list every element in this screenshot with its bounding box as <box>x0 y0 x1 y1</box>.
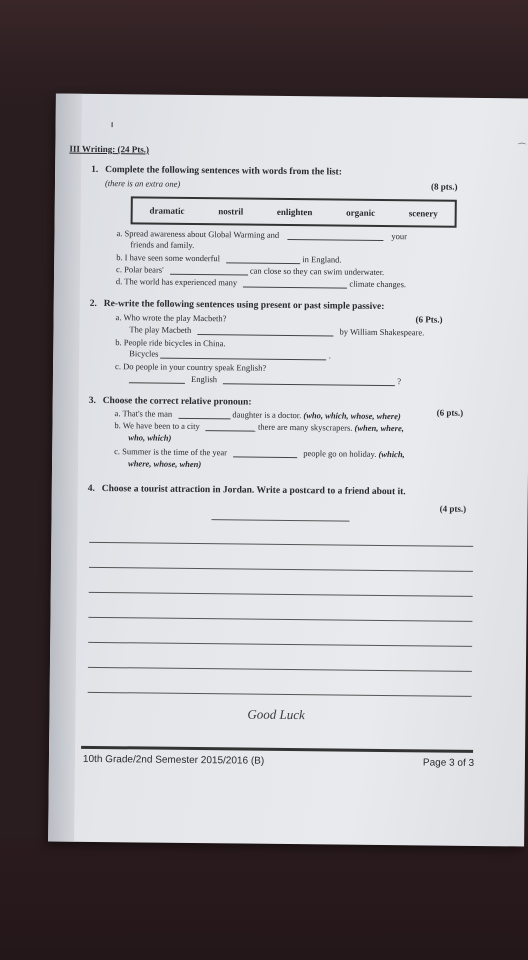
q1-item-d <box>116 276 406 289</box>
q1-item-b <box>116 252 341 264</box>
item-letter: b. <box>114 420 121 431</box>
q3-item-a <box>115 408 401 421</box>
answer-end: by William Shakespeare. <box>339 326 425 338</box>
pen-mark <box>112 122 113 127</box>
word-item: dramatic <box>149 205 185 216</box>
options-text: (when, where, <box>354 422 404 434</box>
q2-prompt: Re-write the following sentences using present or past simple passive: <box>103 299 385 312</box>
q3-item-c-options: where, whose, when) <box>128 458 202 470</box>
item-letter: d. <box>115 276 123 287</box>
q3-number: 3. <box>88 395 96 406</box>
writing-line[interactable] <box>88 617 472 622</box>
item-text: Who wrote the play Macbeth? <box>123 312 227 324</box>
item-text: can close so they can swim underwater. <box>249 265 385 277</box>
answer-blank[interactable] <box>129 373 185 384</box>
postcard-title-line[interactable] <box>211 519 349 521</box>
writing-line[interactable] <box>88 692 472 697</box>
q2-points: (6 Pts.) <box>415 314 443 325</box>
item-letter: c. <box>116 264 123 275</box>
item-text: Do people in your country speak English? <box>123 361 267 373</box>
q1-points: (8 pts.) <box>430 181 458 192</box>
item-letter: a. <box>114 408 121 419</box>
answer-start: English <box>191 373 218 385</box>
item-letter: b. <box>115 337 122 348</box>
item-letter: c. <box>115 361 122 372</box>
q1-prompt: Complete the following sentences with words from the list: <box>105 165 342 178</box>
q3-item-b-options: who, which) <box>128 432 172 443</box>
answer-blank[interactable] <box>223 374 395 386</box>
footer-grade: 10th Grade/2nd Semester 2015/2016 (B) <box>82 753 265 767</box>
answer-start: The play Macbeth <box>129 324 192 335</box>
item-text: We have been to a city <box>122 420 200 432</box>
q3-prompt: Choose the correct relative pronoun: <box>102 396 252 408</box>
item-text: Polar bears' <box>124 264 164 275</box>
q4-number: 4. <box>87 483 95 494</box>
section-title: III Writing: (24 Pts.) <box>69 143 150 155</box>
answer-blank[interactable] <box>287 230 383 241</box>
item-text: Spread awareness about Global Warming and <box>124 228 280 240</box>
item-text: your <box>391 231 408 242</box>
word-list-box <box>131 196 457 227</box>
q2-item-a-answer <box>129 324 424 337</box>
answer-blank[interactable] <box>170 265 248 276</box>
writing-line[interactable] <box>89 592 473 597</box>
item-text: The world has experienced many <box>124 276 238 288</box>
item-text: climate changes. <box>349 278 407 290</box>
item-text: That's the man <box>122 408 173 419</box>
answer-blank[interactable] <box>178 409 230 420</box>
q4-prompt: Choose a tourist attraction in Jordan. Write a postcard to a friend about it. <box>101 484 406 498</box>
item-text: Summer is the time of the year <box>122 446 228 458</box>
q3-points: (6 pts.) <box>436 407 464 418</box>
word-item: nostril <box>218 206 244 217</box>
q2-item-a <box>116 312 227 323</box>
q2-item-b-answer <box>129 348 331 360</box>
q2-item-c-answer <box>129 373 401 386</box>
background-bottom <box>0 838 528 960</box>
word-item: enlighten <box>276 206 313 218</box>
writing-line[interactable] <box>88 667 472 672</box>
exam-page <box>48 94 528 847</box>
q1-note: (there is an extra one) <box>104 178 181 189</box>
item-letter: a. <box>116 228 123 239</box>
q2-item-b <box>115 337 225 348</box>
answer-blank[interactable] <box>197 325 333 336</box>
answer-blank[interactable] <box>226 253 300 264</box>
answer-blank[interactable] <box>161 349 327 361</box>
answer-end: . <box>328 350 331 361</box>
answer-blank[interactable] <box>243 278 347 289</box>
item-text: People ride bicycles in China. <box>123 337 226 349</box>
options-text: (which, <box>378 448 405 460</box>
q1-item-c <box>116 264 384 277</box>
q3-item-b <box>114 420 404 433</box>
staple-icon: ⌒ <box>517 142 527 153</box>
word-item: scenery <box>408 208 438 219</box>
item-text: in England. <box>302 254 342 265</box>
q1-item-a-cont: friends and family. <box>130 239 195 250</box>
closing-text: Good Luck <box>247 706 305 723</box>
answer-blank[interactable] <box>206 421 256 432</box>
writing-line[interactable] <box>89 542 473 547</box>
q2-number: 2. <box>89 298 97 309</box>
answer-blank[interactable] <box>233 447 297 458</box>
item-text: daughter is a doctor. <box>232 409 302 421</box>
item-letter: a. <box>115 312 122 323</box>
answer-start: Bicycles <box>129 348 159 359</box>
q3-item-c <box>114 446 405 459</box>
item-letter: c. <box>114 446 121 457</box>
item-letter: b. <box>116 252 123 263</box>
answer-end: ? <box>397 376 402 387</box>
item-text: people go on holiday. <box>303 448 377 459</box>
writing-line[interactable] <box>88 642 472 647</box>
word-item: organic <box>346 207 376 218</box>
q2-item-c <box>115 361 266 373</box>
footer-rule <box>81 746 473 753</box>
item-text: there are many skyscrapers. <box>257 421 353 433</box>
footer-page-number: Page 3 of 3 <box>422 757 475 769</box>
q1-number: 1. <box>91 164 99 175</box>
writing-line[interactable] <box>89 567 473 572</box>
page-shadow-edge <box>48 94 82 842</box>
item-text: I have seen some wonderful <box>124 252 221 264</box>
options-text: (who, which, whose, where) <box>303 410 401 422</box>
q4-points: (4 pts.) <box>439 503 467 514</box>
